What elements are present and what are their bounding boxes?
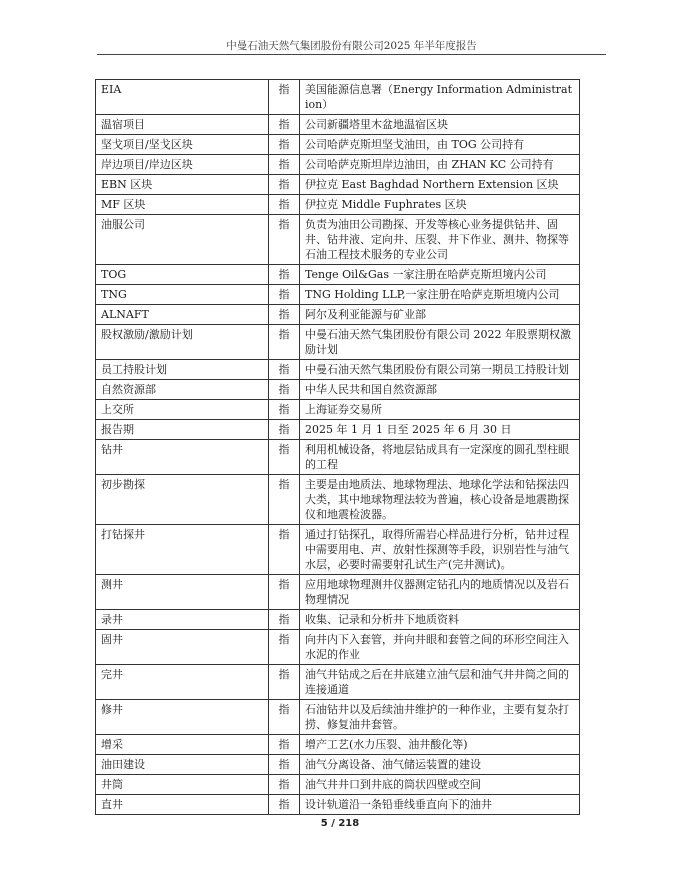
glossary-ref: 指 (269, 115, 300, 135)
glossary-definition: TNG Holding LLP,一家注册在哈萨克斯坦境内公司 (300, 285, 580, 305)
glossary-row (96, 155, 580, 175)
glossary-row (96, 265, 580, 285)
glossary-term: 录井 (96, 610, 269, 630)
glossary-row (96, 665, 580, 700)
glossary-definition: 应用地球物理测井仪器测定钻孔内的地质情况以及岩石物理情况 (300, 575, 580, 610)
glossary-row (96, 440, 580, 475)
glossary-ref: 指 (269, 440, 300, 475)
glossary-ref: 指 (269, 265, 300, 285)
glossary-row (96, 285, 580, 305)
glossary-definition: 上海证券交易所 (300, 400, 580, 420)
glossary-term: 自然资源部 (96, 380, 269, 400)
glossary-row (96, 400, 580, 420)
glossary-table-body (96, 80, 580, 815)
glossary-row (96, 610, 580, 630)
glossary-term: 直井 (96, 795, 269, 815)
glossary-term: 打钻探井 (96, 525, 269, 575)
glossary-term: 股权激励/激励计划 (96, 325, 269, 360)
glossary-term: 员工持股计划 (96, 360, 269, 380)
glossary-term: 完井 (96, 665, 269, 700)
glossary-row (96, 420, 580, 440)
glossary-term: 钻井 (96, 440, 269, 475)
glossary-row (96, 475, 580, 525)
glossary-ref: 指 (269, 610, 300, 630)
glossary-ref: 指 (269, 400, 300, 420)
glossary-definition: 油气井井口到井底的筒状四壁或空间 (300, 775, 580, 795)
glossary-term: 油服公司 (96, 215, 269, 265)
glossary-row (96, 360, 580, 380)
glossary-table (95, 79, 580, 815)
glossary-ref: 指 (269, 525, 300, 575)
glossary-ref: 指 (269, 155, 300, 175)
glossary-definition: 公司新疆塔里木盆地温宿区块 (300, 115, 580, 135)
glossary-definition: 向井内下入套管，并向井眼和套管之间的环形空间注入水泥的作业 (300, 630, 580, 665)
glossary-row (96, 115, 580, 135)
glossary-definition: 主要是由地质法、地球物理法、地球化学法和钻探法四大类，其中地球物理法较为普遍，核心设备是地震勘探仪和地震检波器。 (300, 475, 580, 525)
glossary-definition: 中华人民共和国自然资源部 (300, 380, 580, 400)
glossary-term: 报告期 (96, 420, 269, 440)
glossary-ref: 指 (269, 135, 300, 155)
glossary-term: ALNAFT (96, 305, 269, 325)
glossary-term: EBN 区块 (96, 175, 269, 195)
glossary-definition: 伊拉克 East Baghdad Northern Extension 区块 (300, 175, 580, 195)
glossary-ref: 指 (269, 360, 300, 380)
glossary-row (96, 775, 580, 795)
glossary-term: 岸边项目/岸边区块 (96, 155, 269, 175)
glossary-definition: 油气分离设备、油气储运装置的建设 (300, 755, 580, 775)
glossary-term: 井筒 (96, 775, 269, 795)
glossary-definition: 设计轨道沿一条铅垂线垂直向下的油井 (300, 795, 580, 815)
glossary-row (96, 630, 580, 665)
glossary-row (96, 795, 580, 815)
glossary-term: 固井 (96, 630, 269, 665)
glossary-row (96, 175, 580, 195)
glossary-term: 油田建设 (96, 755, 269, 775)
glossary-term: 初步勘探 (96, 475, 269, 525)
glossary-definition: 收集、记录和分析井下地质资料 (300, 610, 580, 630)
glossary-definition: 公司哈萨克斯坦岸边油田，由 ZHAN KC 公司持有 (300, 155, 580, 175)
page-number: 5 / 218 (320, 818, 360, 829)
glossary-ref: 指 (269, 575, 300, 610)
glossary-term: 增采 (96, 735, 269, 755)
glossary-definition: 增产工艺(水力压裂、油井酸化等) (300, 735, 580, 755)
glossary-definition: 中曼石油天然气集团股份有限公司 2022 年股票期权激励计划 (300, 325, 580, 360)
glossary-term: EIA (96, 80, 269, 115)
header-divider (97, 54, 606, 55)
glossary-definition: 美国能源信息署（Energy Information Administration） (300, 80, 580, 115)
glossary-ref: 指 (269, 475, 300, 525)
glossary-ref: 指 (269, 795, 300, 815)
glossary-term: MF 区块 (96, 195, 269, 215)
glossary-definition: 公司哈萨克斯坦坚戈油田，由 TOG 公司持有 (300, 135, 580, 155)
glossary-term: 温宿项目 (96, 115, 269, 135)
glossary-definition: 利用机械设备，将地层钻成具有一定深度的圆孔型柱眼的工程 (300, 440, 580, 475)
glossary-term: 上交所 (96, 400, 269, 420)
glossary-ref: 指 (269, 175, 300, 195)
glossary-term: 测井 (96, 575, 269, 610)
glossary-definition: 阿尔及利亚能源与矿业部 (300, 305, 580, 325)
glossary-definition: 石油钻井以及后续油井维护的一种作业，主要有复杂打捞、修复油井套管。 (300, 700, 580, 735)
glossary-ref: 指 (269, 665, 300, 700)
glossary-ref: 指 (269, 700, 300, 735)
glossary-ref: 指 (269, 735, 300, 755)
glossary-row (96, 305, 580, 325)
glossary-row (96, 380, 580, 400)
report-header-title: 中曼石油天然气集团股份有限公司2025 年半年度报告 (226, 40, 477, 52)
glossary-term: 修井 (96, 700, 269, 735)
glossary-ref: 指 (269, 380, 300, 400)
glossary-ref: 指 (269, 420, 300, 440)
glossary-ref: 指 (269, 195, 300, 215)
glossary-row (96, 575, 580, 610)
glossary-row (96, 195, 580, 215)
glossary-term: TOG (96, 265, 269, 285)
glossary-definition: 通过打钻探孔，取得所需岩心样品进行分析，钻井过程中需要用电、声、放射性探测等手段，识别岩性与油气水层，必要时需要射孔试生产(完井测试)。 (300, 525, 580, 575)
glossary-definition: 负责为油田公司勘探、开发等核心业务提供钻井、固井、钻井液、定向井、压裂、井下作业、测井、物探等石油工程技术服务的专业公司 (300, 215, 580, 265)
glossary-row (96, 80, 580, 115)
glossary-row (96, 135, 580, 155)
glossary-row (96, 525, 580, 575)
glossary-term: TNG (96, 285, 269, 305)
glossary-row (96, 735, 580, 755)
glossary-row (96, 325, 580, 360)
glossary-ref: 指 (269, 305, 300, 325)
glossary-definition: 油气井钻成之后在井底建立油气层和油气井井筒之间的连接通道 (300, 665, 580, 700)
glossary-ref: 指 (269, 630, 300, 665)
glossary-ref: 指 (269, 285, 300, 305)
glossary-row (96, 215, 580, 265)
glossary-term: 坚戈项目/坚戈区块 (96, 135, 269, 155)
glossary-ref: 指 (269, 775, 300, 795)
glossary-ref: 指 (269, 80, 300, 115)
glossary-definition: Tenge Oil&Gas 一家注册在哈萨克斯坦境内公司 (300, 265, 580, 285)
glossary-definition: 伊拉克 Middle Fuphrates 区块 (300, 195, 580, 215)
glossary-row (96, 700, 580, 735)
glossary-ref: 指 (269, 215, 300, 265)
glossary-ref: 指 (269, 755, 300, 775)
glossary-row (96, 755, 580, 775)
glossary-definition: 2025 年 1 月 1 日至 2025 年 6 月 30 日 (300, 420, 580, 440)
glossary-definition: 中曼石油天然气集团股份有限公司第一期员工持股计划 (300, 360, 580, 380)
glossary-ref: 指 (269, 325, 300, 360)
